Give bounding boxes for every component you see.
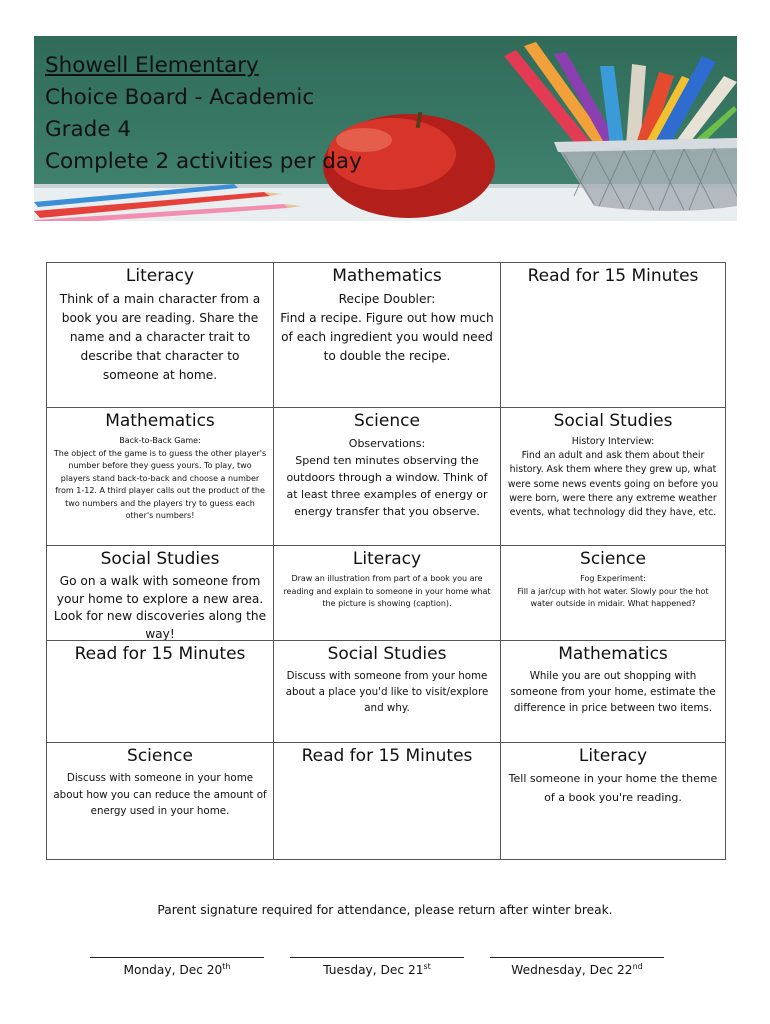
date-suffix: st	[423, 962, 431, 971]
cell-title: Literacy	[125, 266, 195, 286]
cell-title: Social Studies	[553, 411, 673, 431]
cell-title: Mathematics	[332, 266, 442, 286]
cell-social-studies-walk	[47, 546, 274, 641]
cell-title: Mathematics	[558, 644, 668, 664]
date-suffix: th	[222, 962, 231, 971]
cell-read-15-minutes	[501, 263, 725, 408]
cell-science-fog-experiment	[501, 546, 725, 641]
cell-body	[53, 435, 267, 523]
board-title: Choice Board - Academic	[45, 85, 315, 110]
cell-subtitle: Observations:	[348, 437, 426, 450]
cell-subtitle: History Interview:	[571, 436, 655, 447]
cell-text: Think of a main character from a book you are reading. Share the name and a character trait to describe that character to someone at home.	[59, 292, 261, 382]
signature-day: Monday, Dec 20	[123, 963, 223, 978]
choice-board-grid	[46, 262, 726, 860]
cell-title: Science	[354, 411, 420, 431]
cell-title: Literacy	[352, 549, 422, 569]
signature-line-tuesday[interactable]	[290, 957, 464, 977]
instructions: Complete 2 activities per day	[45, 149, 362, 174]
cell-text: While you are out shopping with someone from your home, estimate the difference in price between two items.	[510, 670, 716, 714]
cell-science-energy	[47, 743, 274, 859]
header-title-block	[45, 50, 362, 178]
cell-text: Discuss with someone in your home about how you can reduce the amount of energy used in your home.	[53, 772, 267, 817]
cell-body	[507, 435, 719, 520]
signature-label	[490, 962, 664, 977]
signature-rule	[90, 957, 264, 958]
cell-text: Discuss with someone from your home about a place you'd like to visit/explore and why.	[285, 670, 489, 714]
signature-day: Tuesday, Dec 21	[323, 963, 424, 978]
cell-title: Social Studies	[100, 549, 220, 569]
cell-title: Social Studies	[327, 644, 447, 664]
cell-body	[507, 573, 719, 611]
date-suffix: nd	[632, 962, 643, 971]
cell-read-15-minutes	[47, 641, 274, 743]
cell-literacy-illustration	[274, 546, 501, 641]
cell-text: Spend ten minutes observing the outdoors through a window. Think of at least three examples of energy or energy transfer that you observe.	[286, 454, 488, 518]
grade-label: Grade 4	[45, 117, 132, 142]
cell-text: Fill a jar/cup with hot water. Slowly pour the hot water outside in midair. What happened?	[517, 586, 709, 608]
cell-title: Mathematics	[105, 411, 215, 431]
signature-line-monday[interactable]	[90, 957, 264, 977]
signature-day: Wednesday, Dec 22	[511, 963, 633, 978]
cell-social-studies-history-interview	[501, 408, 725, 546]
cell-science-observations	[274, 408, 501, 546]
signature-rule	[290, 957, 464, 958]
cell-text: Find an adult and ask them about their history. Ask them where they grew up, what were some news events going on before you were born, were there any extreme weather events, what technology did they have, etc.	[507, 450, 719, 519]
signature-rule	[490, 957, 664, 958]
school-name: Showell Elementary	[45, 53, 259, 78]
cell-text: Go on a walk with someone from your home to explore a new area. Look for new discoveries along the way!	[53, 574, 267, 641]
cell-subtitle: Back-to-Back Game:	[119, 436, 201, 445]
cell-text: Find a recipe. Figure out how much of each ingredient you would need to double the recipe.	[280, 311, 494, 363]
cell-math-recipe-doubler	[274, 263, 501, 408]
cell-subtitle: Recipe Doubler:	[338, 292, 436, 306]
cell-text: Tell someone in your home the theme of a book you're reading.	[508, 772, 718, 804]
cell-text: The object of the game is to guess the other player's number before they guess yours. To play, two players stand back-to-back and choose a number from 1-12. A third player calls out the product of the two numbers and the players try to guess each other's numbers!	[53, 448, 267, 520]
cell-body	[280, 435, 494, 520]
cell-title: Science	[127, 746, 193, 766]
cell-math-back-to-back	[47, 408, 274, 546]
cell-subtitle: Fog Experiment:	[580, 574, 646, 583]
cell-math-shopping-estimate	[501, 641, 725, 743]
cell-literacy-character	[47, 263, 274, 408]
cell-literacy-theme	[501, 743, 725, 859]
signature-label	[90, 962, 264, 977]
cell-body	[280, 290, 494, 366]
cell-title: Read for 15 Minutes	[301, 746, 473, 766]
signature-label	[290, 962, 464, 977]
signature-line-wednesday[interactable]	[490, 957, 664, 977]
cell-read-15-minutes	[274, 743, 501, 859]
header-banner	[34, 36, 737, 221]
cell-title: Science	[580, 549, 646, 569]
cell-text: Draw an illustration from part of a book you are reading and explain to someone in your home what the picture is showing (caption).	[283, 574, 491, 608]
cell-title: Read for 15 Minutes	[527, 266, 699, 286]
cell-title: Read for 15 Minutes	[74, 644, 246, 664]
cell-social-studies-visit	[274, 641, 501, 743]
cell-title: Literacy	[578, 746, 648, 766]
signature-instructions: Parent signature required for attendance, please return after winter break.	[157, 903, 613, 917]
